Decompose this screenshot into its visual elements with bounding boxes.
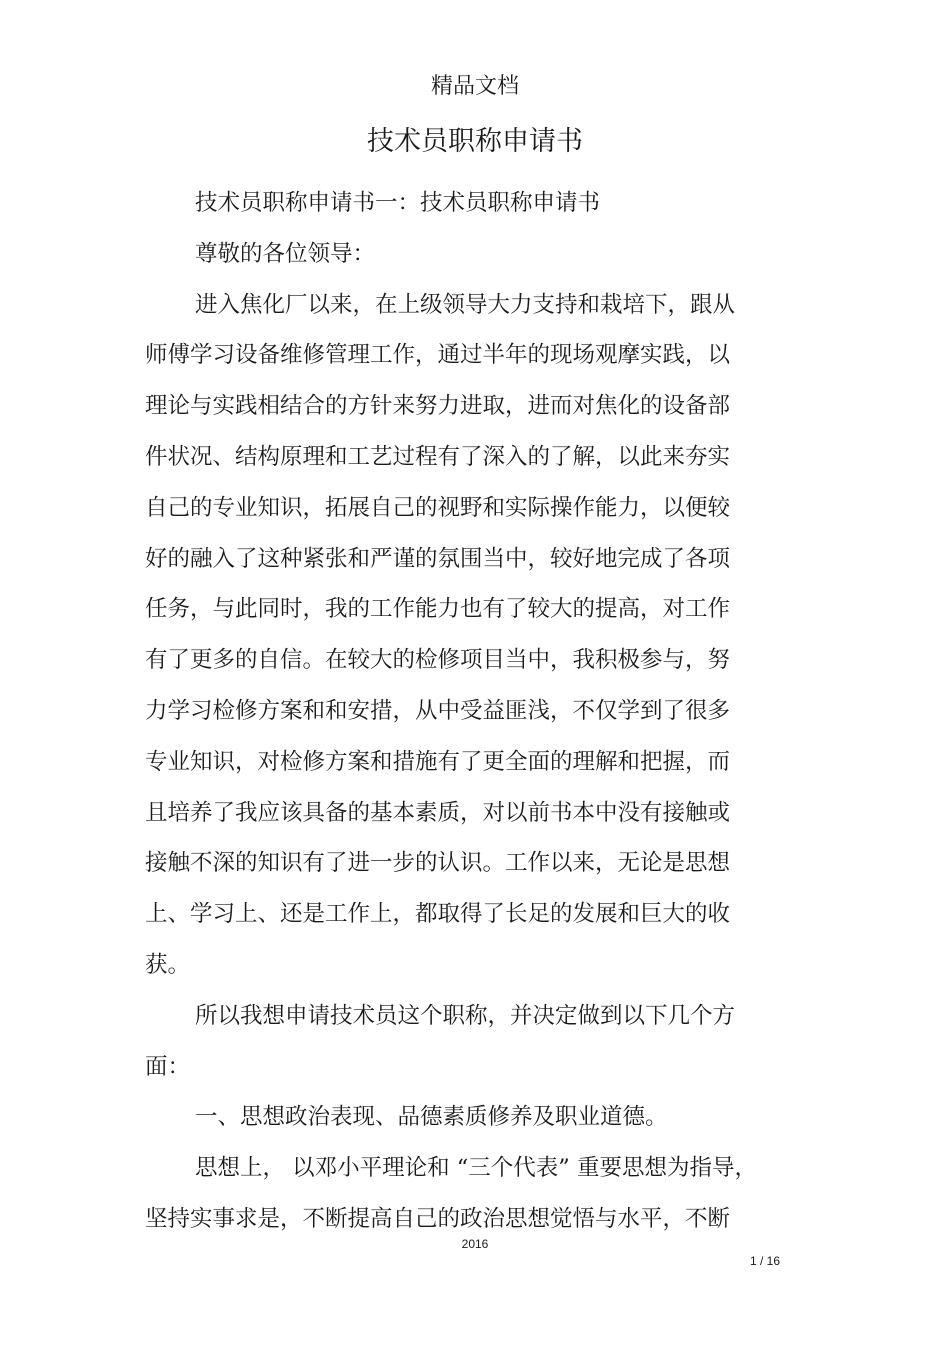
text-line: 坚持实事求是，不断提高自己的政治思想觉悟与水平，不断 xyxy=(145,1205,731,1232)
text-line: 接触不深的知识有了进一步的认识。工作以来，无论是思想 xyxy=(145,850,731,877)
page-header: 精品文档 xyxy=(430,74,519,99)
page-number: 1 / 16 xyxy=(749,1254,780,1268)
text-line: 尊敬的各位领导： xyxy=(195,240,376,267)
text-line: 且培养了我应该具备的基本素质，对以前书本中没有接触或 xyxy=(145,799,731,826)
text-line: 任务，与此同时，我的工作能力也有了较大的提高，对工作 xyxy=(145,596,731,623)
text-line: 获。 xyxy=(145,951,191,978)
text-line: 师傅学习设备维修管理工作，通过半年的现场观摩实践，以 xyxy=(145,342,731,369)
footer-year: 2016 xyxy=(461,1237,489,1251)
text-line: 件状况、结构原理和工艺过程有了深入的了解，以此来夯实 xyxy=(145,443,731,470)
text-line: 所以我想申请技术员这个职称，并决定做到以下几个方 xyxy=(195,1002,736,1029)
text-line: 有了更多的自信。在较大的检修项目当中，我积极参与，努 xyxy=(145,647,731,674)
text-line: 好的融入了这种紧张和严谨的氛围当中，较好地完成了各项 xyxy=(145,545,731,572)
text-line: 自己的专业知识，拓展自己的视野和实际操作能力，以便较 xyxy=(145,494,731,521)
text-line: 力学习检修方案和和安措，从中受益匪浅，不仅学到了很多 xyxy=(145,697,731,724)
text-line: 技术员职称申请书一：技术员职称申请书 xyxy=(195,190,601,216)
text-line: 上、学习上、还是工作上，都取得了长足的发展和巨大的收 xyxy=(145,901,731,928)
text-line: 一、思想政治表现、品德素质修养及职业道德。 xyxy=(195,1104,668,1131)
text-line: 理论与实践相结合的方针来努力进取，进而对焦化的设备部 xyxy=(145,393,731,420)
text-line: 专业知识，对检修方案和措施有了更全面的理解和把握，而 xyxy=(145,748,731,775)
document-title: 技术员职称申请书 xyxy=(367,126,583,157)
text-line: 面： xyxy=(145,1053,191,1080)
text-line: 思想上， 以邓小平理论和 “三个代表” 重要思想为指导， xyxy=(195,1155,757,1182)
text-line: 进入焦化厂以来，在上级领导大力支持和栽培下，跟从 xyxy=(195,291,736,318)
document-body xyxy=(145,178,795,1245)
